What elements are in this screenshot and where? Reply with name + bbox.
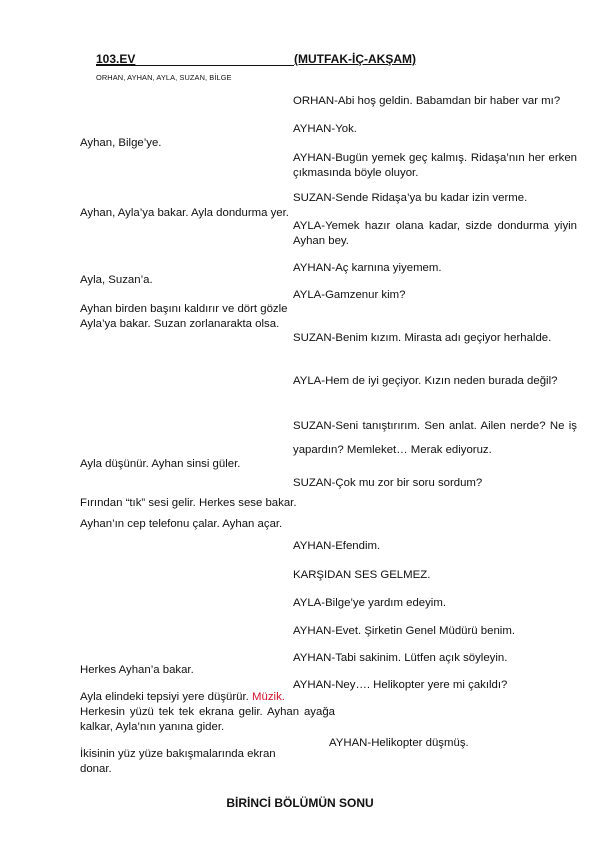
scene-location: (MUTFAK-İÇ-AKŞAM) [294,52,416,66]
action-line: Ayhan, Bilge’ye. [80,137,162,149]
dialogue-line: AYHAN-Aç karnına yiyemem. [293,262,442,274]
action-line: Herkesin yüzü tek tek ekrana gelir. Ayhan ayağa kalkar, Ayla’nın yanına gider. [80,706,335,733]
dialogue-line: AYHAN-Tabi sakinim. Lütfen açık söyleyin. [293,652,508,664]
dialogue-line: SUZAN-Çok mu zor bir soru sordum? [293,477,483,489]
dialogue-line: AYHAN-Efendim. [293,540,381,552]
action-text: Ayla elindeki tepsiyi yere düşürür. [80,691,249,703]
dialogue-line: AYLA-Hem de iyi geçiyor. Kızın neden burada değil? [293,375,558,387]
action-line: Ayla, Suzan’a. [80,274,153,286]
dialogue-line: KARŞIDAN SES GELMEZ. [293,569,431,581]
action-line: Ayhan birden başını kaldırır ve dört gözle Ayla’ya bakar. Suzan zorlanarakta olsa. [80,303,288,330]
dialogue-line: AYHAN-Yok. [293,123,357,135]
action-line: İkisinin yüz yüze bakışmalarında ekran donar. [80,748,276,775]
dialogue-line: SUZAN-Sende Ridaşa’ya bu kadar izin verme. [293,192,528,204]
cast-list: ORHAN, AYHAN, AYLA, SUZAN, BİLGE [96,73,232,82]
dialogue-line: SUZAN-Benim kızım. Mirasta adı geçiyor herhalde. [293,332,552,344]
dialogue-line: ORHAN-Abi hoş geldin. Babamdan bir haber var mı? [293,95,561,107]
action-line: Ayhan, Ayla’ya bakar. Ayla dondurma yer. [80,207,289,219]
dialogue-line: AYHAN-Ney…. Helikopter yere mi çakıldı? [293,679,508,691]
episode-end-title: BİRİNCİ BÖLÜMÜN SONU [226,796,374,810]
action-line: Ayla düşünür. Ayhan sinsi güler. [80,458,241,470]
action-line: Ayhan’ın cep telefonu çalar. Ayhan açar. [80,518,283,530]
action-line: Herkes Ayhan’a bakar. [80,664,194,676]
scene-number: 103.EV [96,52,136,66]
dialogue-line: AYHAN-Helikopter düşmüş. [329,737,469,749]
music-cue: Müzik. [252,691,285,703]
dialogue-line: AYLA-Gamzenur kim? [293,289,406,301]
dialogue-line: AYHAN-Evet. Şirketin Genel Müdürü benim. [293,625,515,637]
dialogue-line: AYHAN-Bugün yemek geç kalmış. Ridaşa’nın her erken çıkmasında böyle oluyor. [293,152,577,179]
action-line: Fırından “tık” sesi gelir. Herkes sese bakar. [80,497,297,509]
dialogue-line: AYLA-Bilge’ye yardım edeyim. [293,597,446,609]
header-underline [96,65,294,66]
action-line [80,690,285,705]
dialogue-line: SUZAN-Seni tanıştırırım. Sen anlat. Ailen nerde? Ne iş yapardın? Memleket… Merak ediyoruz. [293,420,577,456]
dialogue-line: AYLA-Yemek hazır olana kadar, sizde dondurma yiyin Ayhan bey. [293,220,577,247]
